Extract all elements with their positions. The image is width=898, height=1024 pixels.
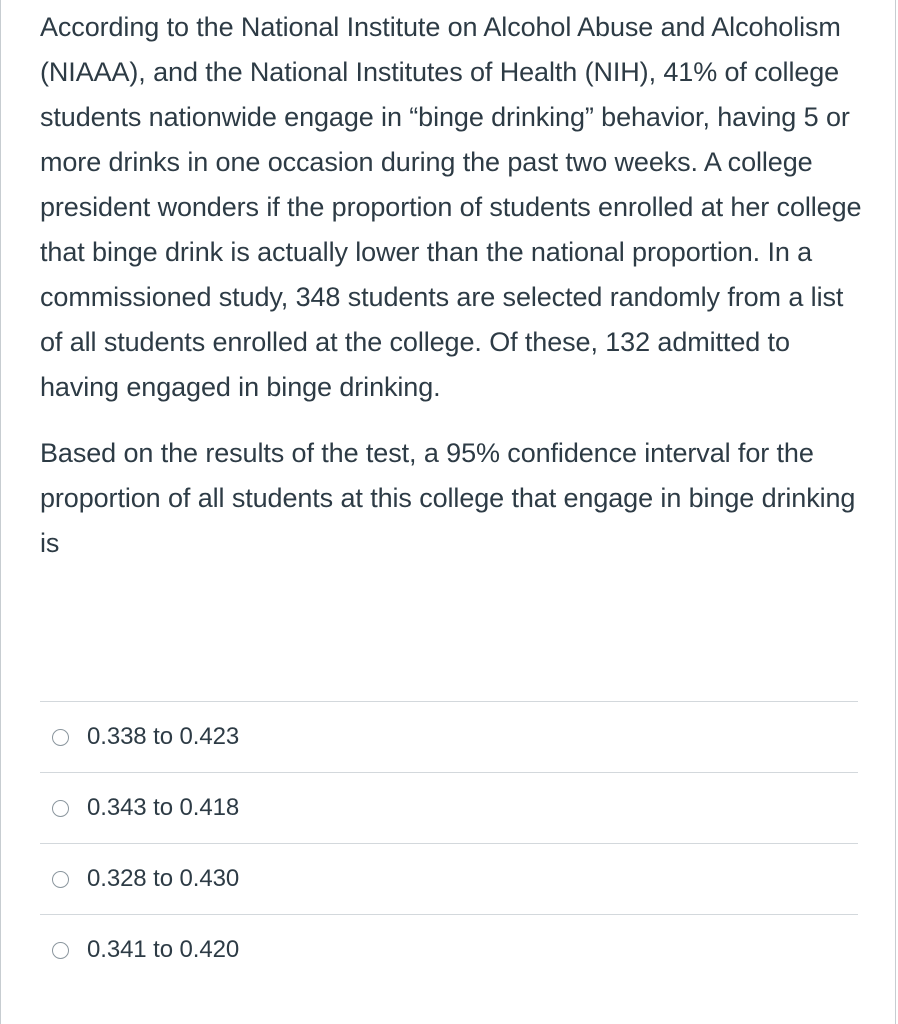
radio-button-icon[interactable] xyxy=(52,729,69,746)
answer-label: 0.343 to 0.418 xyxy=(87,794,240,821)
answer-option-2[interactable] xyxy=(40,772,858,843)
radio-button-icon[interactable] xyxy=(52,871,69,888)
answer-option-3[interactable] xyxy=(40,843,858,914)
question-paragraph-2: Based on the results of the test, a 95% confidence interval for the proportion of all students at this college that engage in binge drinking is xyxy=(40,438,856,558)
answer-option-4[interactable] xyxy=(40,914,858,985)
answer-label: 0.328 to 0.430 xyxy=(87,865,240,892)
answer-label: 0.341 to 0.420 xyxy=(87,936,240,963)
radio-button-icon[interactable] xyxy=(52,942,69,959)
answer-list xyxy=(40,701,858,985)
question-paragraph-1: According to the National Institute on Alcohol Abuse and Alcoholism (NIAAA), and the National Institutes of Health (NIH), 41% of college students nationwide engage in “binge drinking” behavior, having 5 or more drinks in one occasion during the past two weeks. A college president wonders if the proportion of students enrolled at her college that binge drink is actually lower than the national proportion. In a commissioned study, 348 students are selected randomly from a list of all students enrolled at the college. Of these, 132 admitted to having engaged in binge drinking. xyxy=(40,12,862,402)
answer-label: 0.338 to 0.423 xyxy=(87,723,240,750)
answer-option-1[interactable] xyxy=(40,701,858,772)
radio-button-icon[interactable] xyxy=(52,800,69,817)
question-text xyxy=(40,5,870,566)
